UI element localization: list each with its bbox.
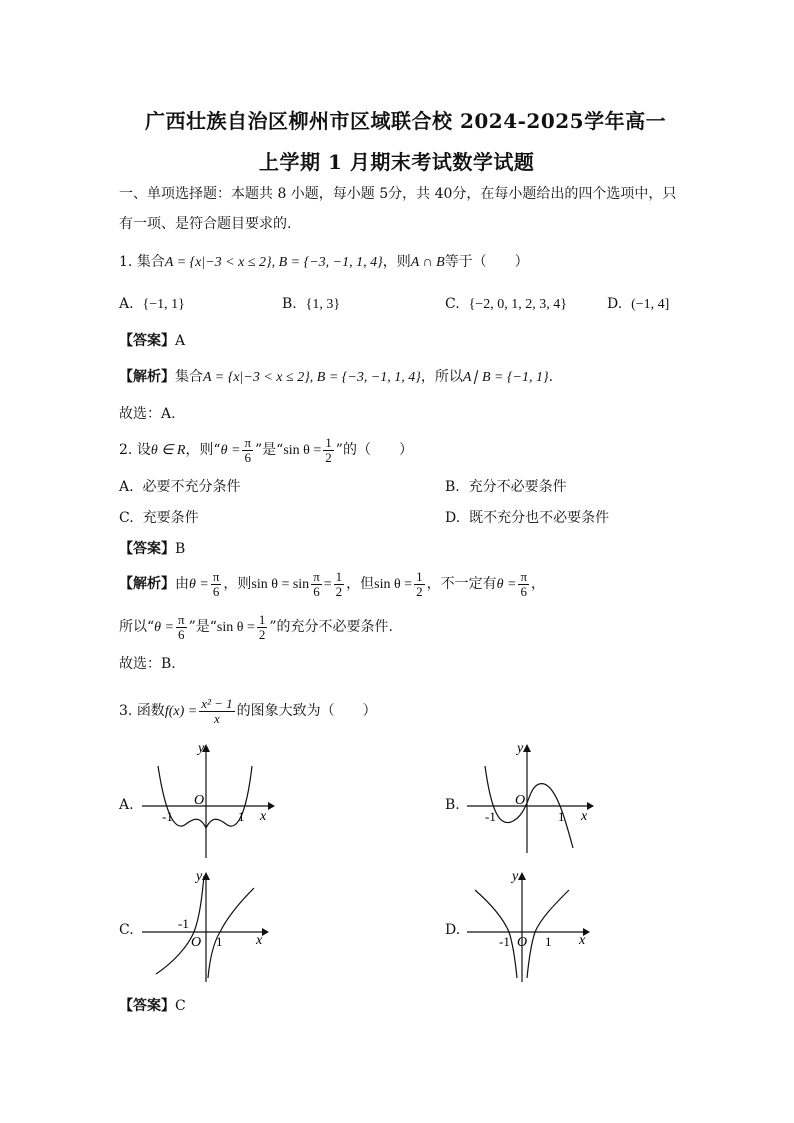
stem-text: 等于（ ） [444, 254, 529, 270]
stem-text: ，则 [382, 254, 411, 270]
page-title-line1: 广西壮族自治区柳州市区域联合校 2024-2025学年高一 [145, 109, 667, 133]
q1-option-a: A. {−1, 1} [119, 296, 185, 312]
q1-choose: 故选：A. [119, 406, 176, 422]
q2-option-d: D. 既不充分也不必要条件 [445, 510, 610, 526]
q3-option-d-label: D. [445, 922, 461, 938]
y-axis-label: y [198, 741, 205, 756]
q3-option-c-label: C. [119, 922, 134, 938]
q1-analysis: 【解析】集合A = {x|−3 < x ≤ 2}, B = {−3, −1, 1, 4}，所以A∣ B = {−1, 1}. [119, 369, 554, 385]
origin-label: O [194, 793, 205, 808]
question-1-stem [119, 252, 529, 273]
q2-option-a: A. 必要不充分条件 [119, 479, 241, 495]
origin-label: O [191, 935, 202, 950]
q3-answer: 【答案】C [119, 998, 186, 1014]
set-a: A = {x|−3 < x ≤ 2} [164, 255, 272, 270]
question-number: 1. [119, 254, 133, 270]
q2-analysis-line2: 所以“θ = $\frac{\pi}{6}$ ”是“sin θ = $\frac{1}{2}$ ”的充分不必要条件. [119, 611, 393, 642]
x-axis-label: x [260, 809, 267, 824]
q2-option-b: B. 充分不必要条件 [445, 479, 567, 495]
question-2-stem: 2. 设θ ∈ R，则“θ = $\frac{\pi}{6}$ ”是“sin θ = $\frac{1}{2}$ ”的（ ） [119, 434, 413, 465]
tick-pos-one: 1 [238, 809, 245, 824]
q3-option-a-label: A. [119, 797, 134, 813]
section-heading: 一、单项选择题：本题共 8 小题，每小题 5分，共 40分，在每小题给出的四个选项中，只 [119, 186, 677, 202]
q2-choose: 故选：B. [119, 656, 176, 672]
tick-neg-one: -1 [485, 809, 496, 824]
set-b: , B = {−3, −1, 1, 4} [271, 255, 383, 270]
tick-pos-one: 1 [558, 809, 565, 824]
section-heading-cont: 有一项、是符合题目要求的. [119, 216, 292, 232]
q3-option-b-label: B. [445, 797, 460, 813]
q1-answer: 【答案】A [119, 333, 186, 349]
tick-pos-one: 1 [216, 934, 223, 949]
q2-analysis-line1: 【解析】由θ = $\frac{\pi}{6}$ ，则sin θ = sin $\frac{\pi}{6}$ = $\frac{1}{2}$ ，但sin θ = $\frac{1}{2}$ ，不一定有θ = $\frac{\pi}{6}$ ， [119, 568, 546, 599]
q1-option-d: D. (−1, 4] [607, 296, 670, 312]
question-3-stem: 3. 函数f(x) = $\frac{\text{x² − 1}}{x}$ 的图象大致为（ ） [119, 695, 377, 726]
page-title-line2: 上学期 1 月期末考试数学试题 [259, 150, 535, 174]
tick-neg-one: -1 [162, 809, 173, 824]
q2-answer: 【答案】B [119, 541, 186, 557]
tick-neg-one: -1 [499, 934, 510, 949]
origin-label: O [517, 935, 528, 950]
origin-label: O [515, 793, 526, 808]
q1-option-b: B. {1, 3} [282, 296, 341, 312]
graph-option-b [465, 740, 595, 855]
q2-option-c: C. 充要条件 [119, 510, 199, 526]
graph-option-c [140, 866, 275, 984]
x-axis-label: x [579, 933, 586, 948]
tick-pos-one: 1 [545, 934, 552, 949]
y-axis-label: y [517, 741, 524, 756]
stem-text: 集合 [136, 254, 165, 270]
graph-option-a [140, 740, 275, 860]
tick-neg-one: -1 [178, 916, 189, 931]
y-axis-label: y [196, 869, 203, 884]
y-axis-label: y [512, 869, 519, 884]
x-axis-label: x [581, 809, 588, 824]
graph-option-d [465, 866, 595, 984]
x-axis-label: x [256, 933, 263, 948]
intersection-expr: A ∩ B [410, 255, 445, 270]
q1-option-c: C. {−2, 0, 1, 2, 3, 4} [445, 296, 567, 312]
